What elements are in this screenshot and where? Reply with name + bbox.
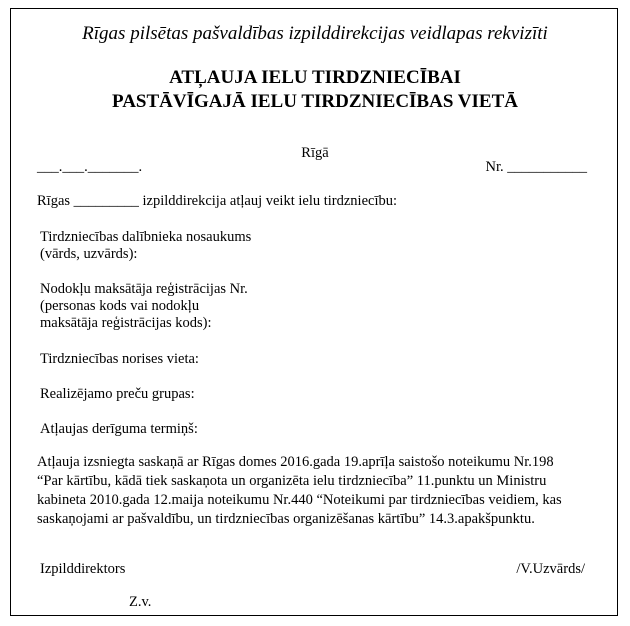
- number-field: Nr. ___________: [485, 159, 587, 175]
- legal-line-2: “Par kārtību, kādā tiek saskaņota un organizēta ielu tirdzniecība” 11.punktu un Ministru: [37, 473, 547, 489]
- signatory-role: Izpilddirektors: [40, 561, 126, 577]
- participant-label: Tirdzniecības dalībnieka nosaukums: [40, 229, 252, 245]
- intro-blank: _________: [73, 193, 139, 209]
- legal-line-3: kabineta 2010.gada 12.maija noteikumu Nr.440 “Noteikumi par tirdzniecības veidiem, kas: [37, 492, 562, 508]
- intro-line: [37, 193, 397, 210]
- title-line-2: PASTĀVĪGAJĀ IELU TIRDZNIECĪBAS VIETĀ: [112, 91, 518, 112]
- letterhead-requisites: Rīgas pilsētas pašvaldības izpilddirekcijas veidlapas rekvizīti: [82, 23, 548, 44]
- participant-sublabel: (vārds, uzvārds):: [40, 246, 138, 262]
- legal-line-4: saskaņojami ar pašvaldību, un tirdzniecības organizēšanas kārtību” 14.3.apakšpunktu.: [37, 511, 535, 527]
- location-label: Tirdzniecības norises vieta:: [40, 351, 199, 367]
- validity-label: Atļaujas derīguma termiņš:: [40, 421, 198, 437]
- taxpayer-sublabel-2: maksātāja reģistrācijas kods):: [40, 315, 212, 331]
- goods-label: Realizējamo preču grupas:: [40, 386, 195, 402]
- legal-basis: [37, 453, 593, 529]
- taxpayer-sublabel-1: (personas kods vai nodokļu: [40, 298, 200, 314]
- intro-suffix: izpilddirekcija atļauj veikt ielu tirdzniecību:: [142, 193, 397, 209]
- intro-prefix: Rīgas: [37, 193, 71, 209]
- legal-line-1: Atļauja izsniegta saskaņā ar Rīgas domes 2016.gada 19.aprīļa saistošo noteikumu Nr.198: [37, 454, 554, 470]
- taxpayer-label: Nodokļu maksātāja reģistrācijas Nr.: [40, 281, 248, 297]
- title-line-1: ATĻAUJA IELU TIRDZNIECĪBAI: [169, 67, 461, 88]
- permit-form: [10, 8, 618, 616]
- date-blank: ___.___._______.: [37, 159, 143, 175]
- signatory-name: /V.Uzvārds/: [516, 561, 585, 577]
- place: Rīgā: [301, 145, 329, 161]
- seal-placeholder: Z.v.: [129, 594, 152, 610]
